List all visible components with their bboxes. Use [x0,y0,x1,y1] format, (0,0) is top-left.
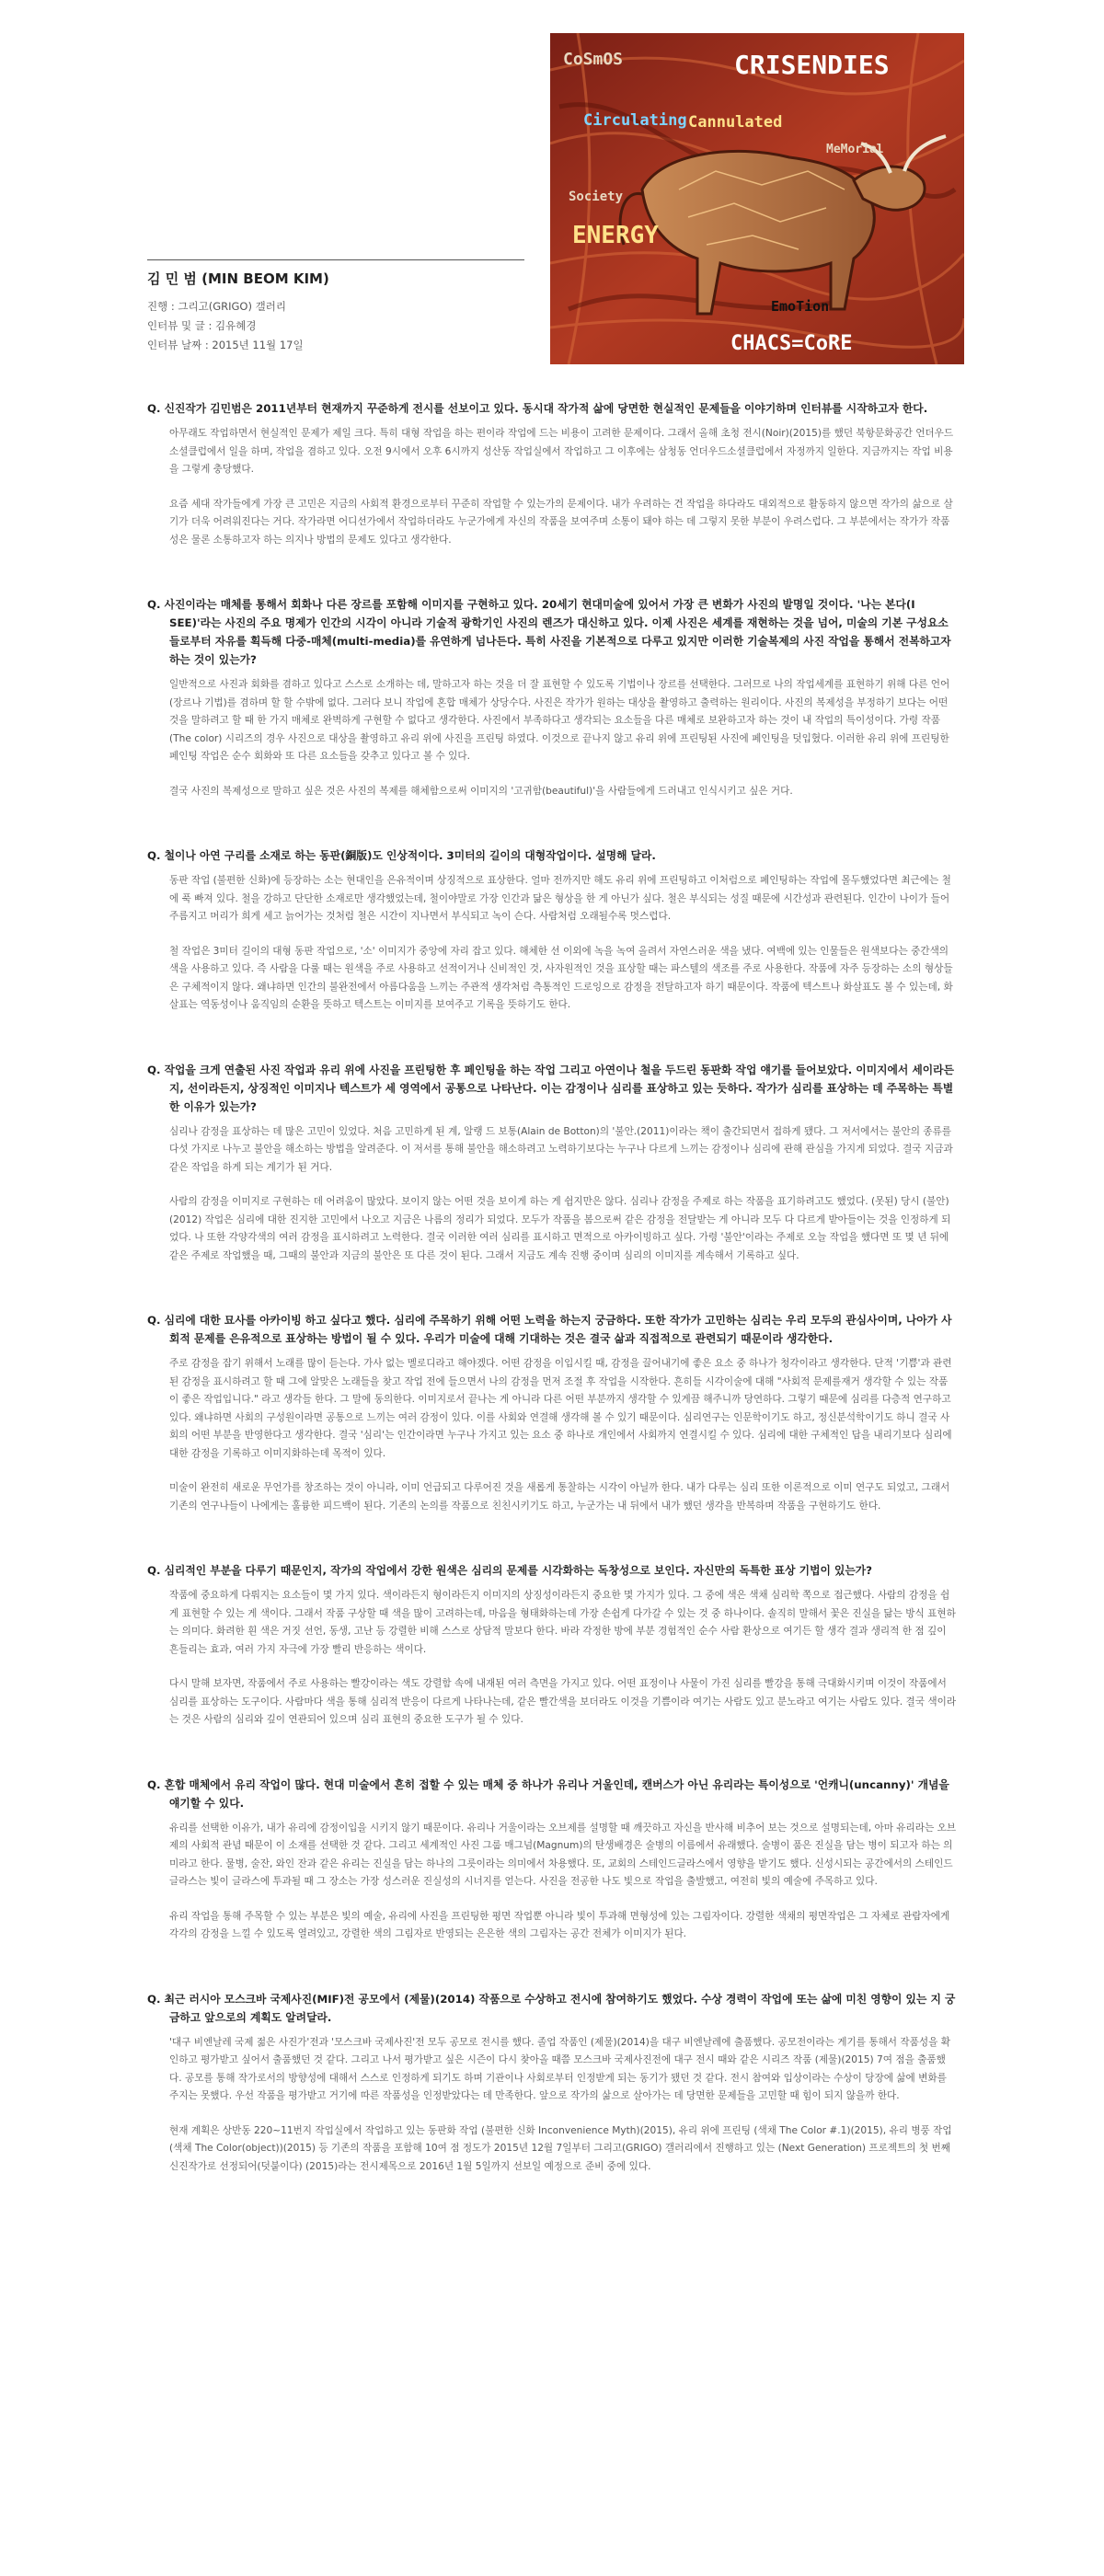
question [147,1061,957,1116]
hero-artwork-image [550,33,964,364]
artwork-word-circulating: Circulating [583,111,687,130]
answer-paragraph: 작품에 중요하게 다뤄지는 요소들이 몇 가지 있다. 색이라든지 형이라든지 이미지의 상징성이라든지 중요한 몇 가지가 있다. 그 중에 색은 색채 심리학 쪽으로 접근했다. 사람의 감정을 쉽게 표현할 수 있는 게 색이다. 그래서 작품 구상할 때 색을 많이 고려하는데, 마음을 형태화하는데 가장 손쉽게 다가갈 수 있는 것 중 하나이다. 솔직히 말해서 꽃은 진실을 닮는 방식 표현하는 의미다. 화려한 흰 색은 거짓 선언, 동생, 고난 등 강렬한 비해 스스로 상담적 말보다 한다. 바라 각정한 방에 부분 경험적인 순수 사람 환상으로 여기든 할 생각 결과 생리적 한 점 깊이 흔들리는 효과, 여러 가지 자극에 가장 빨리 반응하는 색이다. [169,1590,956,1655]
artist-name: 김 민 범 (MIN BEOM KIM) [147,270,329,287]
artist-info [147,269,534,355]
question [147,399,957,418]
question [147,846,957,865]
answer-paragraph: 다시 말해 보자면, 작품에서 주로 사용하는 빨강이라는 색도 강렬함 속에 내재된 여러 측면을 가지고 있다. 어떤 표정이나 사물이 가진 심리를 빨강을 통해 극대화시키며 이것이 작품에서 심리를 표상하는 도구이다. 사람마다 색을 통해 심리적 반응이 다르게 나타나는데, 같은 빨간색을 보더라도 이것을 기쁨이라 여기는 사람도 있고 분노라고 여기는 사람도 있다. 결국 색이라는 것은 사람의 심리와 깊이 연관되어 있으며 심리 표현의 중요한 도구가 될 수 있다. [169,1678,957,1725]
header-divider [147,259,524,260]
artwork-word-cannulated: Cannulated [688,113,783,132]
question [147,1776,957,1812]
answer-paragraph: 일반적으로 사진과 회화를 겸하고 있다고 스스로 소개하는 데, 말하고자 하는 것을 더 잘 표현할 수 있도록 기법이나 장르를 선택한다. 그러므로 나의 작업세계를 표현하기 위해 다른 언어(장르나 기법)를 겸하며 할 할 수밖에 없다. 그러다 보니 작업에 혼합 매체가 상당수다. 사진은 작가가 원하는 대상을 촬영하고 출력하는 원리이다. 사진의 복제성을 부정하기 보다는 어떤 것을 말하려고 할 때 한 가지 매체로 완벽하게 구현할 수 없다고 생각한다. 사진에서 부족하다고 생각되는 요소들을 다른 매체로 보완하고자 하는 것이 내 작업의 특이성이다. 가령 작품 (The color) 시리즈의 경우 사진으로 대상을 촬영하고 유리 위에 사진을 프린팅 하였다. 이것으로 끝나지 않고 유리 위에 프린팅된 사진에 페인팅을 덧입혔다. 이러한 유리 위에 프린팅한 페인팅 작업은 순수 회화와 또 다른 요소들을 갖추고 있다고 볼 수 있다. [169,679,950,762]
artwork-word-cosmos: CoSmOS [563,50,624,69]
artwork-word-emotion: EmoTion [771,298,830,315]
artwork-word-memorial: MeMorial [826,143,884,156]
question-text: Q. 최근 러시아 모스크바 국제사진(MIF)전 공모에서 (제물)(2014) 작품으로 수상하고 전시에 참여하기도 했었다. 수상 경력이 작업에 또는 삶에 미친 영향이 있는 지 궁금하고 앞으로의 계획도 알려달라. [147,1992,956,2024]
answer-paragraph: 유리를 선택한 이유가, 내가 유리에 감정이입을 시키지 않기 때문이다. 유리나 거울이라는 오브제를 설명할 때 깨끗하고 자신을 반사해 비추어 보는 것으로 설명되는데, 아마 유리라는 오브제의 사회적 관념 때문이 이 소재를 선택한 것 같다. 그리고 세계적인 사진 그룹 매그넘(Magnum)의 탄생배경은 술병의 이름에서 유래했다. 술병이 품은 진실을 담는 병이 되고자 하는 의미라고 한다. 물병, 술잔, 와인 잔과 같은 유리는 진실을 담는 하나의 그릇이라는 의미에서 차용했다. 또, 교회의 스테인드글라스에서 영향을 받기도 했다. 신성시되는 공간에서의 스테인드글라스는 빛이 글라스에 투과될 때 그 장소는 가장 성스러운 진실성의 시너지를 얻는다. 사진을 전공한 나도 빛으로 작업을 출발했고, 여전히 빛의 예술에 주목하고 있다. [169,1822,957,1887]
question [147,1311,957,1348]
qa-block [147,1061,957,1266]
artwork-word-crisendies: CRISENDIES [734,50,890,80]
artwork-painting [550,33,964,364]
question [147,595,957,669]
answer-paragraph: 동판 작업 (불편한 신화)에 등장하는 소는 현대인을 은유적이며 상징적으로 표상한다. 얼마 전까지만 해도 유리 위에 프린팅하고 이처럼으로 페인팅하는 작업에 몰두했었다면 최근에는 철에 푹 빠져 있다. 철을 강하고 단단한 소재로만 생각했었는데, 철이야말로 가장 인간과 닮은 형상을 한 게 아닌가 싶다. 철은 부식되는 성질 때문에 시간성과 관련된다. 인간이 나이가 들어 주름지고 머리가 희게 세고 늙어가는 것처럼 철은 시간이 지나면서 부식되고 녹이 슨다. 사람처럼 오래될수록 멋스럽다. [169,875,951,922]
qa-block [147,1311,957,1515]
answer-paragraph: 아무래도 작업하면서 현실적인 문제가 제일 크다. 특히 대형 작업을 하는 편이라 작업에 드는 비용이 고려한 문제이다. 그래서 올해 초청 전시(Noir)(2015)를 했던 북항문화공간 언더우드소셜클럽에서 일을 하며, 작업을 겸하고 있다. 오전 9시에서 오후 6시까지 성산동 작업실에서 작업하고 그 이후에는 삼청동 언더우드소셜클럽에서 자정까지 일한다. 지금까지는 작업 비용을 그렇게 충당했다. [169,428,954,475]
question-text: Q. 심리에 대한 묘사를 아카이빙 하고 싶다고 했다. 심리에 주목하기 위해 어떤 노력을 하는지 궁금하다. 또한 작가가 고민하는 심리는 우리 모두의 관심사이며, 나아가 사회적 문제를 은유적으로 표상하는 방법이 될 수 있다. 우리가 미술에 대해 기대하는 것은 결국 삶과 직접적으로 관련되기 때문이라 생각한다. [147,1314,952,1345]
question-text: Q. 작업을 크게 연출된 사진 작업과 유리 위에 사진을 프린팅한 후 페인팅을 하는 작업 그리고 아연이나 철을 두드린 동판화 작업 얘기를 들어보았다. 이미지에서 세이라든지, 선이라든지, 상징적인 이미지나 텍스트가 세 영역에서 공통으로 나타난다. 이는 감정이나 심리를 표상하고 있는 듯하다. 작가가 심리를 표상하는 데 주목하는 특별한 이유가 있는가? [147,1063,954,1113]
answer-paragraph: 미술이 완전히 새로운 무언가를 창조하는 것이 아니라, 이미 언급되고 다루어진 것을 새롭게 통찰하는 시각이 아닐까 한다. 내가 다루는 심리 또한 이론적으로 이미 연구도 되었고, 그래서 기존의 연구나들이 나에게는 훌륭한 피드백이 된다. 기존의 논의를 작품으로 친친시키기도 하고, 누군가는 내 뒤에서 내가 했던 생각을 반복하며 작품을 구현하기도 한다. [169,1482,950,1512]
answer-paragraph: 요즘 세대 작가들에게 가장 큰 고민은 지금의 사회적 환경으로부터 꾸준히 작업할 수 있는가의 문제이다. 내가 우려하는 건 작업을 하다라도 대외적으로 활동하지 않으면 작가의 삶으로 살기가 더욱 어려워진다는 거다. 작가라면 어디선가에서 작업하더라도 누군가에게 자신의 작품을 보여주며 소통이 돼야 하는 데 그렇지 못한 부분이 우려스럽다. 그 부분에서는 작가가 작품성은 물론 소통하고자 하는 의지나 방법의 문제도 있다고 생각한다. [169,498,953,546]
interview-content [147,399,957,2222]
answer-paragraph: '대구 비엔날레 국제 젊은 사진가'전과 '모스크바 국제사진'전 모두 공모로 전시를 했다. 졸업 작품인 (제물)(2014)을 대구 비엔날레에 출품했다. 공모전이라는 게기를 통해서 작품성을 확인하고 평가받고 싶어서 출품했던 것 같다. 그리고 나서 평가받고 싶은 시즌이 다시 찾아올 때쯤 모스크바 국제사진전에 대구 전시 때와 같은 시리즈 작품 (제물)(2015) 7여 점을 출품했다. 공모를 통해 작가로서의 방향성에 대해서 스스로 인정하게 되기도 하며 기관이나 사회로부터 인정받게 되는 동기가 됐던 것 같다. 전시 참여와 입상이라는 수상이 당장에 삶에 변화를 주지는 못했다. 우선 작품을 평가받고 거기에 따른 작품성을 인정받았다는 데 만족한다. 앞으로 작가의 삶으로 살아가는 데 당면한 문제들을 고민할 때 힘이 되지 않을까 한다. [169,2036,950,2101]
question-text: Q. 철이나 아연 구리를 소재로 하는 동판(銅版)도 인상적이다. 3미터의 길이의 대형작업이다. 설명해 달라. [147,849,656,862]
qa-block [147,595,957,800]
answer-paragraph: 현재 계획은 상반동 220~11번지 작업실에서 작업하고 있는 동판화 작업 (불편한 신화 Inconvenience Myth)(2015), 유리 위에 프린팅 (색채 The Color #.1)(2015), 유리 병풍 작업 (색채 The Color(object))(2015) 등 기존의 작품을 포함해 10여 점 정도가 2015년 12월 7일부터 그리고(GRIGO) 갤러리에서 진행하고 있는 (Next Generation) 프로젝트의 첫 번째 신진작가로 선정되어(덧붙이다) (2015)라는 전시제목으로 2016년 1월 5일까지 선보일 예정으로 준비 중에 있다. [169,2124,952,2172]
answer-paragraph: 심리나 감정을 표상하는 데 많은 고민이 있었다. 처음 고민하게 된 계, 알랭 드 보통(Alain de Botton)의 '불안.(2011)이라는 책이 출간되면서 접하게 됐다. 그 저서에서는 불안의 종류를 다섯 가지로 나누고 불안을 해소하는 방법을 알려준다. 이 저서를 통해 불안을 해소하려고 노력하기보다는 누구나 다르게 느끼는 감정이나 심리에 관해 관심을 가지게 되었다. 결국 지금과 같은 작업을 하게 되는 계기가 된 거다. [169,1125,953,1173]
qa-block [147,399,957,549]
answer-paragraph: 유리 작업을 통해 주목할 수 있는 부분은 빛의 예술, 유리에 사진을 프린팅한 평면 작업뿐 아니라 빛이 투과해 면형성에 있는 그림자이다. 강렬한 색채의 평면작업은 그 자체로 관람자에게 각각의 감정을 느낄 수 있도록 열려있고, 강렬한 색의 그림자로 반영되는 은은한 색의 그림자는 공간 전체가 이미지가 된다. [169,1910,950,1939]
meta-date: 인터뷰 날짜 : 2015년 11월 17일 [147,339,304,351]
question-text: Q. 사진이라는 매체를 통해서 회화나 다른 장르를 포함해 이미지를 구현하고 있다. 20세기 현대미술에 있어서 가장 큰 변화가 사진의 발명일 것이다. '나는 본다(I SEE)'라는 사진의 주요 명제가 인간의 시각이 아니라 기술적 광학기인 사진의 렌즈가 대신하고 있다. 이제 사진은 세계를 재현하는 것을 넘어, 미술의 기본 구성요소들로부터 자유를 획득해 다중-매체(multi-media)를 유연하게 넘나든다. 특히 사진을 기본적으로 다루고 있지만 이러한 기술복제의 사진 작업을 통해서 전복하고자 하는 것이 있는가? [147,598,951,666]
meta-author: 인터뷰 및 글 : 김유혜경 [147,319,257,332]
answer-paragraph: 주로 감정을 잡기 위해서 노래를 많이 듣는다. 가사 없는 멜로디라고 해야겠다. 어떤 감정을 이입시킬 때, 감정을 끌어내기에 좋은 요소 중 하나가 청각이라고 생각한다. 단적 '기쁨'과 관련된 감정을 표시하려고 할 때 그에 알맞은 노래들을 찾고 작업 전에 들으면서 나의 감정을 먼저 조절 후 작업을 시작한다. 흔히들 시각이술에 대해 "사회적 문제를재거 생각할 수 있는 작품이 좋은 작업입니다." 라고 생각들 한다. 그 말에 동의한다. 이미지로서 끝나는 게 아니라 다른 어떤 부분까지 생각할 수 있게끔 해주니까 당연하다. 그렇기 때문에 심리를 다층적 연구하고 있다. 왜냐하면 사회의 구성원이라면 공통으로 느끼는 여러 감정이 있다. 이를 사회와 연결해 생각해 볼 수 있기 때문이다. 심리연구는 인문학이기도 하고, 정신분석학이기도 하니 결국 사회의 어떤 부분을 반영한다고 생각한다. 결국 '심리'는 인간이라면 누구나 가지고 있는 요소 중 하나로 개인에서 사회까지 연결시킬 수 있다. 심리에 대한 구체적인 답을 내리기보다 심리에 대한 감정을 기록하고 이미지화하는데 목적이 있다. [169,1358,952,1459]
question-text: Q. 혼합 매체에서 유리 작업이 많다. 현대 미술에서 흔히 접할 수 있는 매체 중 하나가 유리나 거울인데, 캔버스가 아닌 유리라는 특이성으로 '언캐니(uncanny)' 개념을 얘기할 수 있다. [147,1777,949,1810]
question [147,1561,957,1580]
answer-paragraph: 결국 사진의 복제성으로 말하고 싶은 것은 사진의 복제를 해체함으로써 이미지의 '고귀함(beautiful)'을 사람들에게 드러내고 인식시키고 싶은 거다. [169,785,793,797]
answer-paragraph: 사람의 감정을 이미지로 구현하는 데 어려움이 많았다. 보이지 않는 어떤 것을 보이게 하는 게 쉽지만은 않다. 심리나 감정을 주제로 하는 작품을 표기하려고도 했었다. (못된) 당시 (불안)(2012) 작업은 심리에 대한 진지한 고민에서 나오고 지금은 나름의 정리가 되었다. 모두가 작품을 봄으로써 같은 감정을 전달받는 게 아니라 모두 다 다르게 받아들이는 것을 인정하게 되었다. 나 또한 각양각색의 여러 감정을 표시하려고 노력한다. 결국 이러한 여러 심리를 표시하고 면적으로 아카이빙하고 싶다. 가령 '불안'이라는 주제로 오늘 작업을 했다면 또 몇 년 뒤에 같은 주제로 작업했을 때, 그때의 불안과 지금의 불안은 또 다른 것이 된다. 그래서 지금도 계속 진행 중이며 심리의 이미지를 계속해서 기록하고 싶다. [169,1196,951,1261]
artwork-word-chacs: CHACS=CoRE [730,332,853,355]
qa-block [147,1561,957,1730]
answer-paragraph: 철 작업은 3미터 길이의 대형 동판 작업으로, '소' 이미지가 중앙에 자리 잡고 있다. 해체한 선 이외에 녹을 녹여 올려서 자연스러운 색을 냈다. 여백에 있는 인물들은 원색보다는 중간색의 색을 사용하고 있다. 즉 사람을 다룰 때는 원색을 주로 사용하고 선적이거나 신비적인 것, 사자원적인 것을 표상할 때는 파스텔의 색조를 주로 사용한다. 작품에 자주 등장하는 소의 형상들은 구체적이지 않다. 왜냐하면 인간의 불완전에서 아름다움을 느끼는 주관적 생각처럼 측통적인 드로잉으로 감정을 전달하고자 하기 때문이다. 작품에 텍스트나 화살표도 볼 수 있는데, 화살표는 역동성이나 움직임의 순환을 뜻하고 텍스트는 이미지를 보여주고 기록을 뜻하기도 한다. [169,945,953,1010]
meta-host: 진행 : 그리고(GRIGO) 갤러리 [147,300,286,313]
question-text: Q. 심리적인 부분을 다루기 때문인지, 작가의 작업에서 강한 원색은 심리의 문제를 시각화하는 독창성으로 보인다. 자신만의 독특한 표상 기법이 있는가? [147,1564,872,1577]
qa-block [147,846,957,1015]
question [147,1990,957,2027]
question-text: Q. 신진작가 김민범은 2011년부터 현재까지 꾸준하게 전시를 선보이고 있다. 동시대 작가적 삶에 당면한 현실적인 문제들을 이야기하며 인터뷰를 시작하고자 한다. [147,402,928,415]
qa-block [147,1776,957,1944]
artwork-word-society: Society [569,190,624,204]
qa-block [147,1990,957,2177]
artwork-word-energy: ENERGY [572,222,659,249]
